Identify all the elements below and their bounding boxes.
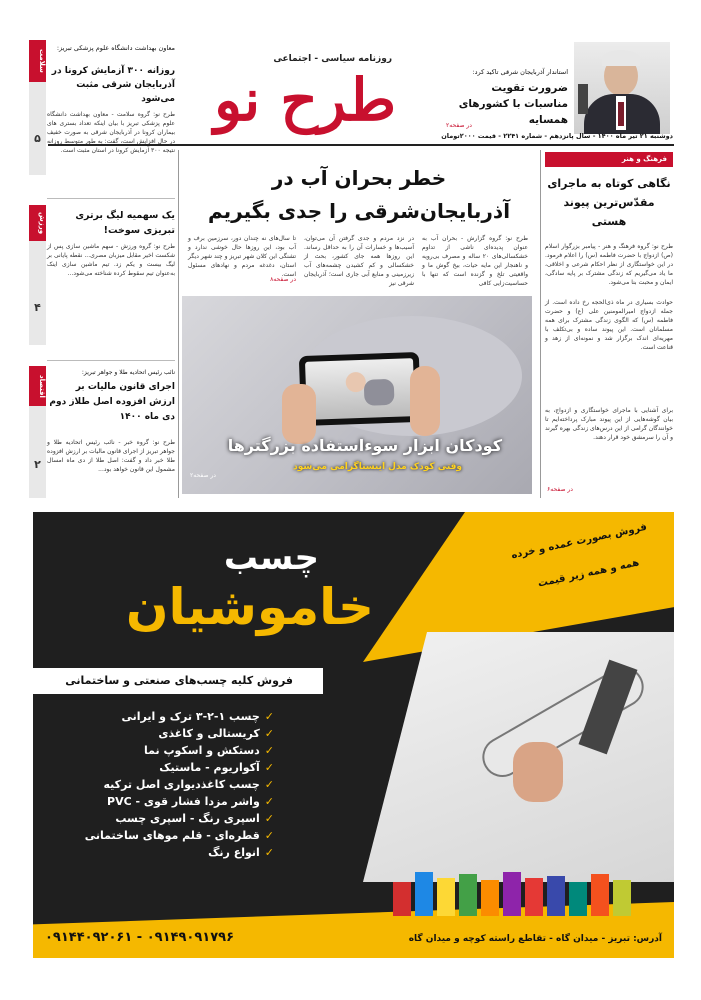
- culture-column[interactable]: [545, 152, 673, 497]
- lead-ref: در صفحه۲: [446, 122, 472, 129]
- sidebar-kicker: نائب رئیس اتحادیه طلا و جواهر تبریز:: [81, 369, 175, 376]
- lead-kicker: استاندار آذربایجان شرقی تاکید کرد:: [472, 68, 568, 76]
- section-tab-sport: [29, 205, 46, 345]
- sidebar-divider: [47, 360, 175, 361]
- left-sidebar: [29, 40, 175, 500]
- top-right-lead[interactable]: [445, 66, 670, 136]
- culture-body-1: طرح نو: گروه فرهنگ و هنر - پیامبر بزرگوار اسلام (ص) ازدواج با حضرت فاطمه (س) را اعلام فرمود. در این خواستگاری از نظر احکام شرعی و اخلاقی، ما یاد می‌گیریم که زندگی مشترک بر پایه سادگی، ایمان و محبت بنا می‌شود.: [545, 243, 673, 286]
- product-bottles: [393, 872, 653, 916]
- photo-story[interactable]: [182, 296, 532, 494]
- photo-ref: در صفحه۲: [190, 472, 216, 479]
- section-tab-health: [29, 40, 46, 175]
- masthead: [200, 40, 400, 150]
- section-label-text: فرهنگ و هنر: [621, 155, 667, 163]
- ad-list-item: ✓واشر مزدا فشار قوی - PVC: [107, 795, 274, 808]
- ad-banner: [33, 668, 323, 694]
- sidebar-body: طرح نو: گروه سلامت - معاون بهداشت دانشگاه علوم پزشکی تبریز با بیان اینکه تعداد بستری های بیماران کرونا در آذربایجان شرقی به صورت خفیف در حال افزایش است، گفت: به طور متوسط روزانه نتیجه ۳۰۰ آزمایش کرونا در استان مثبت است.: [47, 111, 175, 154]
- ad-list-item: ✓دستکش و اسکوپ نما: [143, 744, 274, 757]
- ad-brand-top: چسب: [223, 538, 319, 578]
- adhesive-advertisement[interactable]: [33, 512, 674, 958]
- column-rule: [178, 150, 179, 498]
- sidebar-headline: روزانه ۳۰۰ آزمایش کرونا در آذربایجان شرقی مثبت می‌شود: [51, 66, 175, 104]
- ad-list-item: ✓چسب ۱-۲-۳ ترک و ایرانی: [121, 710, 274, 723]
- photo-headline: کودکان ابزار سوءاستفاده بزرگترها: [227, 436, 502, 455]
- ad-tag-wholesale: فروش بصورت عمده و خرده: [510, 521, 648, 562]
- culture-body-2: حوادث بسیاری در ماه ذی‌الحجه رخ داده است. از جمله ازدواج امیرالمومنین علی (ع) و حضرت فاطمه (س) که الگوی زندگی مشترک برای همه مسلمانان است. این پیوند ساده و بی‌تکلف با مهریه‌ای اندک برگزار شد و نمونه‌ای از زهد و قناعت است.: [545, 299, 673, 351]
- center-col-3: تا سال‌های نه چندان دور، سرزمین برف و آب بود، این روزها حال خوشی ندارد و تشنگی این کلان شهر تبریز و چند شهر دیگر استان، دغدغه مردم و نهادهای مسئول است.: [188, 235, 296, 278]
- ad-brand-main: خاموشیان: [125, 578, 374, 636]
- photo-subhead: وقتی کودک مدل اینستاگرامی می‌شود: [293, 462, 462, 472]
- dateline: دوشنبه ۲۱ تیر ماه ۱۴۰۰ - سال پانزدهم - شماره ۲۲۴۱ - قیمت ۲۰۰۰تومان: [441, 132, 673, 140]
- sidebar-story-1[interactable]: [47, 40, 175, 175]
- section-tab-economy: [29, 366, 46, 498]
- column-rule: [540, 150, 541, 498]
- hand-left: [282, 384, 316, 444]
- page-number: ۴: [34, 301, 41, 314]
- center-ref: در صفحه۸: [270, 276, 296, 283]
- ad-list-item: ✓کریستالی و کاغذی: [158, 727, 274, 740]
- masthead-logo: طرح نو: [214, 66, 396, 134]
- sidebar-story-3[interactable]: [47, 368, 175, 498]
- ad-banner-text: فروش کلیه چسب‌های صنعتی و ساختمانی: [65, 674, 293, 687]
- sidebar-body: طرح نو: گروه خبر - نائب رئیس اتحادیه طلا و جواهر تبریز از اجرای قانون مالیات بر ارزش افزوده طلا خبر داد و گفت: اصل طلا از دی ماه امسال مشمول این قانون خواهد بود...: [47, 439, 175, 473]
- ad-list-item: ✓اسپری رنگ - اسپری چسب: [115, 812, 274, 825]
- sidebar-body: طرح نو: گروه ورزش - سهم ماشین سازی پس از شکست اخیر مقابل میزبان مصری... نقطه پایانی بر لیگ بیست و یکم زد. تیم ماشین سازی اینک به‌عنوان تیم سقوط کرده شناخته می‌شود...: [47, 243, 175, 277]
- masthead-subtitle: روزنامه سیاسی - اجتماعی: [273, 54, 392, 64]
- center-col-1: طرح نو: گروه گزارش - بحران آب به عنوان پدیده‌ای ناشی از تداوم خشکسالی‌های ۲۰ ساله و مصرف بی‌رویه و ناهنجار این مایه حیات، بیخ گوش ما و واقعیتی تلخ و گزنده است که تنها با حساسیت‌زایی کافی: [422, 235, 528, 287]
- page-number: ۵: [34, 132, 41, 145]
- lead-headline: ضرورت تقویت مناسبات با کشورهای همسایه: [458, 82, 568, 126]
- section-tab-label: اقتصاد: [29, 366, 46, 406]
- culture-headline: نگاهی کوتاه به ماجرای مقدّس‌ترین پیوند هستی: [547, 177, 671, 228]
- center-col-2: در نزد مردم و جدی گرفتن آن می‌توان، آسیب‌ها و خسارات آن را به حداقل رساند. این روزها همه جای کشور، بحث از خشکسالی و کم کشیدن چشمه‌های آب زیرزمینی و منابع آبی جاری است؛ آذربایجان شرقی نیز: [304, 235, 414, 287]
- sidebar-headline: یک سهمیه لیگ برتری تبریزی سوخت!: [75, 210, 175, 236]
- ad-list-item: ✓قطره‌ای - قلم موهای ساختمانی: [84, 829, 274, 842]
- ad-tag-price: همه و همه زیر قیمت: [536, 557, 641, 590]
- sidebar-kicker: معاون بهداشت دانشگاه علوم پزشکی تبریز:: [56, 44, 175, 52]
- ad-product-list: [44, 708, 274, 861]
- smartphone-photo: [299, 352, 421, 426]
- center-story[interactable]: [182, 160, 536, 290]
- ad-phones[interactable]: ۰۹۱۴۹۰۹۱۷۹۶ - ۰۹۱۴۴۰۹۲۰۶۱: [45, 930, 235, 945]
- sidebar-headline: اجرای قانون مالیات بر ارزش افزوده اصل طلاز دوم دی ماه ۱۴۰۰: [49, 382, 175, 422]
- section-label: [545, 152, 673, 167]
- center-headline: خطر بحران آب در آذربایجان‌شرقی را جدی بگیریم: [207, 166, 511, 223]
- sidebar-divider: [47, 198, 175, 199]
- section-tab-label: سلامت: [29, 40, 46, 82]
- ad-list-item: ✓انواع رنگ: [208, 846, 274, 859]
- hand-right: [410, 366, 440, 436]
- culture-body-3: برای آشنایی با ماجرای خواستگاری و ازدواج، به بیان گوشه‌هایی از این پیوند مبارک پرداخته‌ایم تا خوانندگان گرامی از این درس‌های زندگی بهره گیرند و آن را سرمشق خود قرار دهند.: [545, 407, 673, 441]
- official-portrait: [574, 42, 670, 134]
- ad-address: آدرس: تبریز - میدان گاه - تقاطع راسته کوچه و میدان گاه: [408, 934, 662, 944]
- page-number: ۲: [34, 458, 41, 471]
- section-tab-label: ورزش: [29, 205, 46, 241]
- caulking-photo: [363, 632, 674, 882]
- sidebar-story-2[interactable]: [47, 208, 175, 348]
- ad-list-item: ✓چسب کاغذدیواری اصل ترکیه: [103, 778, 274, 791]
- culture-ref: در صفحه۶: [547, 486, 573, 493]
- ad-list-item: ✓آکواریوم - ماستیک: [159, 761, 274, 774]
